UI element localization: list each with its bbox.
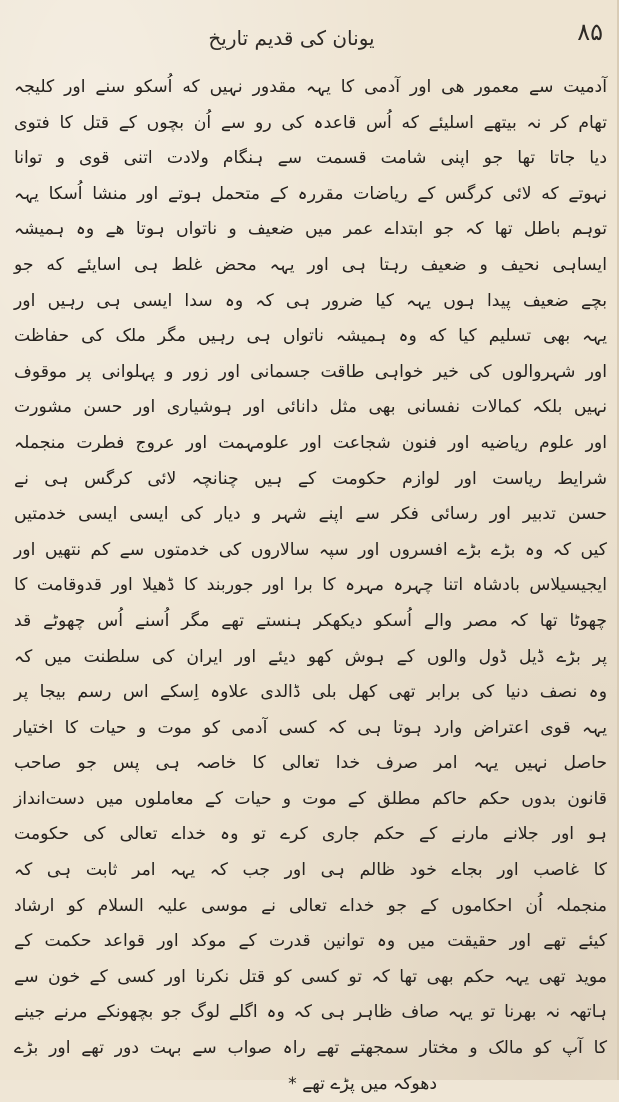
page-number: ۸۵ [577,18,603,46]
text-line: چھوٹا تھا کہ مصر والے اُسکو دیکھکر ہنستے تھے مگر اُسنے اُس چھوٹے قد [14,610,607,631]
text-line: ایجیسیلاس بادشاہ اتنا چہرہ مہرہ کا برا اور جوربند کا ڈھیلا اور قدوقامت کا [14,575,607,596]
text-line: نہیں بلکہ کمالات نفسانی بھی مثل دانائی اور ہوشیاری اور حسن مشورت [14,397,607,418]
body-text [14,70,607,1102]
text-line: کا غاصب اور بجاے خود ظالم ہی اور جب کہ یہہ امر ثابت ہی کہ [14,860,607,881]
text-line: کا آپ کو مالک و مختار سمجھتے تھے راہ صواب سے بہت دور تھے اور بڑے [14,1038,607,1059]
text-line: ہاتھہ نہ بھرنا تو یہہ صاف ظاہر ہی کہ وہ اگلے لوگ جو بچھونکے مرنے جینے [14,1002,607,1023]
text-line: نہوتے که لائی کرگس کے ریاضات مقررہ کے متحمل ہوتے اور منشا اُسکا یہہ [14,183,607,204]
text-line: حاصل نہیں یہہ امر صرف خدا تعالی کا خاصہ ہی پس جو صاحب [14,753,607,774]
text-line: اور علوم ریاضیه اور فنون شجاعت اور علومہمت اور عروج فطرت منجملہ [14,432,607,453]
text-line: قانون بدوں حکم حاکم مطلق کے موت و حیات کے معاملوں میں دست‌انداز [14,788,607,809]
text-line: یہہ بھی تسلیم کیا که وہ ہمیشہ ناتواں ہی رہیں مگر ملک کی حفاظت [14,326,607,347]
text-line: حسن تدبیر اور رسائی فکر سے اپنے شہر و دیار کی ایسی ایسی خدمتیں [14,504,607,525]
text-line: دھوکہ میں پڑے تھے * [288,1073,437,1094]
text-line: اور شہروالوں کی خیر خواہی طاقت جسمانی اور زور و پہلوانی پر موقوف [14,361,607,382]
text-line: وہ نصف دنیا کی برابر تھی کھل بلی ڈالدی علاوہ اِسکے اس رسم بیجا پر [14,682,607,703]
page-header [20,18,603,58]
text-line: یہہ قوی اعتراض وارد ہوتا ہی کہ کسی آدمی کو موت و حیات کا اختیار [14,717,607,738]
text-line: بچے ضعیف پیدا ہوں یہہ کیا ضرور ہی کہ وہ سدا ایسی ہی رہیں اور [14,290,607,311]
text-line: پر بڑے ڈیل ڈول والوں کے ہوش کھو دیئے اور ایران کی سلطنت میں کہ [14,646,607,667]
text-line: موید تھی یہہ حکم بھی تھا کہ تو کسی کو قتل نکرنا اور کسی کے خون سے [14,966,607,987]
text-line: توہم باطل تھا کہ جو ابتداے عمر میں ضعیف و ناتواں ہوتا ھے وہ ہمیشہ [14,219,607,240]
text-line: آدمیت سے معمور هی اور آدمی کا یہہ مقدور نہیں که اُسکو سنے اور کلیجہ [14,77,607,97]
text-line: کیئے تھے اور حقیقت میں وہ توانین قدرت کے موکد اور قواعد حکمت کے [14,931,607,952]
text-line: دیا جاتا تھا جو اپنی شامت قسمت سے ہنگام ولادت اتنی قوی و توانا [14,148,607,169]
text-line: شرایط ریاست اور لوازم حکومت کے ہیں چنانچہ لائی کرگس ہی نے [14,468,607,489]
text-line: ہو اور جلانے مارنے کے حکم جاری کرے تو وہ خداے تعالی کی حکومت [14,824,607,845]
text-line: کیں کہ وہ بڑے بڑے افسروں اور سپہ سالاروں کی خدمتوں سے کم نتھیں اور [14,539,607,560]
text-line: تھام کر نہ بیتھے اسلیئے که اُس قاعدہ کی رو سے اُن بچوں کے قتل کا فتوی [14,112,607,133]
running-title: یونان کی قدیم تاریخ [208,26,375,50]
text-line: منجملہ اُن احکاموں کے جو خداے تعالی نے موسی علیہ السلام کو ارشاد [14,895,607,916]
text-line: ایساہی نحیف و ضعیف رہتا ہی اور یہہ محض غلط ہی اسایئے که جو [14,254,607,275]
